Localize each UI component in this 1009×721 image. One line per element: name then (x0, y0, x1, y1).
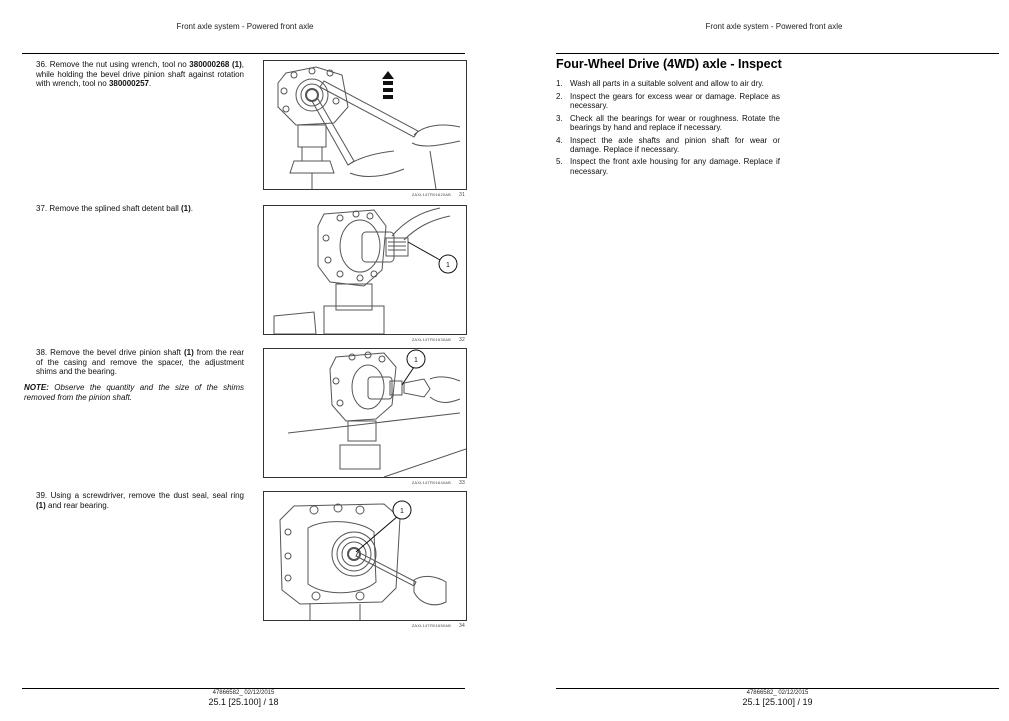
step-text: and rear bearing. (45, 500, 109, 510)
step-text-bold: 380000257 (108, 79, 149, 89)
step-text-bold: (1) (183, 348, 194, 357)
page-footer (556, 690, 999, 708)
page-number: 25.1 [25.100] / 18 (208, 697, 279, 707)
note: NOTE: Observe the quantity and the size of the shims removed from the pinion shaft. (24, 383, 244, 402)
section-title: Four-Wheel Drive (4WD) axle - Inspect (556, 57, 782, 71)
page-footer (22, 690, 465, 708)
step-text-bold: 380000268 (1) (189, 60, 242, 69)
figure-caption-33: ZAXL14TR01640AB 33 (411, 480, 465, 486)
step-text: Remove the nut using wrench, tool no (49, 60, 190, 69)
step-38 (36, 348, 244, 377)
step-text: Remove the bevel drive pinion shaft (50, 348, 184, 357)
step-39 (36, 491, 244, 510)
figure-33 (263, 348, 467, 478)
step-text: . (148, 79, 152, 89)
figure-34 (263, 491, 467, 621)
step-text: from the rear of the casing and remove the spacer, the adjustment shims and the bearing. (36, 348, 245, 377)
callout-1: 1 (446, 262, 450, 269)
document-id: 47866582_ 02/12/2015 (212, 690, 275, 696)
step-text-bold: (1) (180, 204, 191, 213)
step-number: 37. (36, 204, 50, 213)
left-page (0, 0, 504, 721)
list-item: 2. Inspect the gears for excess wear or damage. Replace as necessary. (556, 91, 780, 110)
running-header: Front axle system - Powered front axle (705, 22, 843, 31)
footer-rule (556, 688, 999, 689)
step-number: 39. (36, 491, 51, 500)
figure-caption-32: ZAXL14TR01630AB 32 (411, 337, 465, 343)
page-number: 25.1 [25.100] / 19 (742, 697, 813, 707)
dust-seal-illustration (264, 492, 466, 620)
step-37 (36, 204, 244, 214)
step-text-bold: (1) (36, 500, 46, 510)
inspection-steps-list (556, 79, 780, 179)
document-id: 47866582_ 02/12/2015 (746, 690, 809, 696)
footer-rule (22, 688, 465, 689)
running-header: Front axle system - Powered front axle (176, 22, 314, 31)
list-item: 4. Inspect the axle shafts and pinion shaft for wear or damage. Replace if necessary. (556, 135, 780, 154)
figure-caption-34: ZAXL14TR01650AB 34 (411, 623, 465, 629)
figure-caption-31: ZAXL14TR01620AB 31 (411, 192, 465, 198)
list-item: 5. Inspect the front axle housing for any damage. Replace if necessary. (556, 157, 780, 176)
step-text: . (190, 204, 193, 213)
wrench-removal-illustration (264, 61, 466, 189)
figure-32 (263, 205, 467, 335)
header-rule (556, 53, 999, 54)
step-text: Remove the splined shaft detent ball (49, 204, 181, 213)
step-number: 36. (36, 60, 50, 69)
step-text: , while holding the bevel drive pinion shaft against rotation with wrench, tool no (36, 60, 245, 89)
step-36 (36, 60, 244, 89)
step-text: Using a screwdriver, remove the dust seal, seal ring (50, 491, 244, 500)
callout-1: 1 (414, 357, 418, 364)
step-number: 38. (36, 348, 51, 357)
list-item: 3. Check all the bearings for wear or roughness. Rotate the bearings by hand and replace if necessary. (556, 113, 780, 132)
pinion-shaft-illustration (264, 349, 466, 477)
list-item: 1. Wash all parts in a suitable solvent and allow to air dry. (556, 79, 764, 88)
right-page (504, 0, 1009, 721)
detent-ball-illustration (264, 206, 466, 334)
callout-1: 1 (400, 508, 404, 515)
figure-31 (263, 60, 467, 190)
header-rule (22, 53, 465, 54)
